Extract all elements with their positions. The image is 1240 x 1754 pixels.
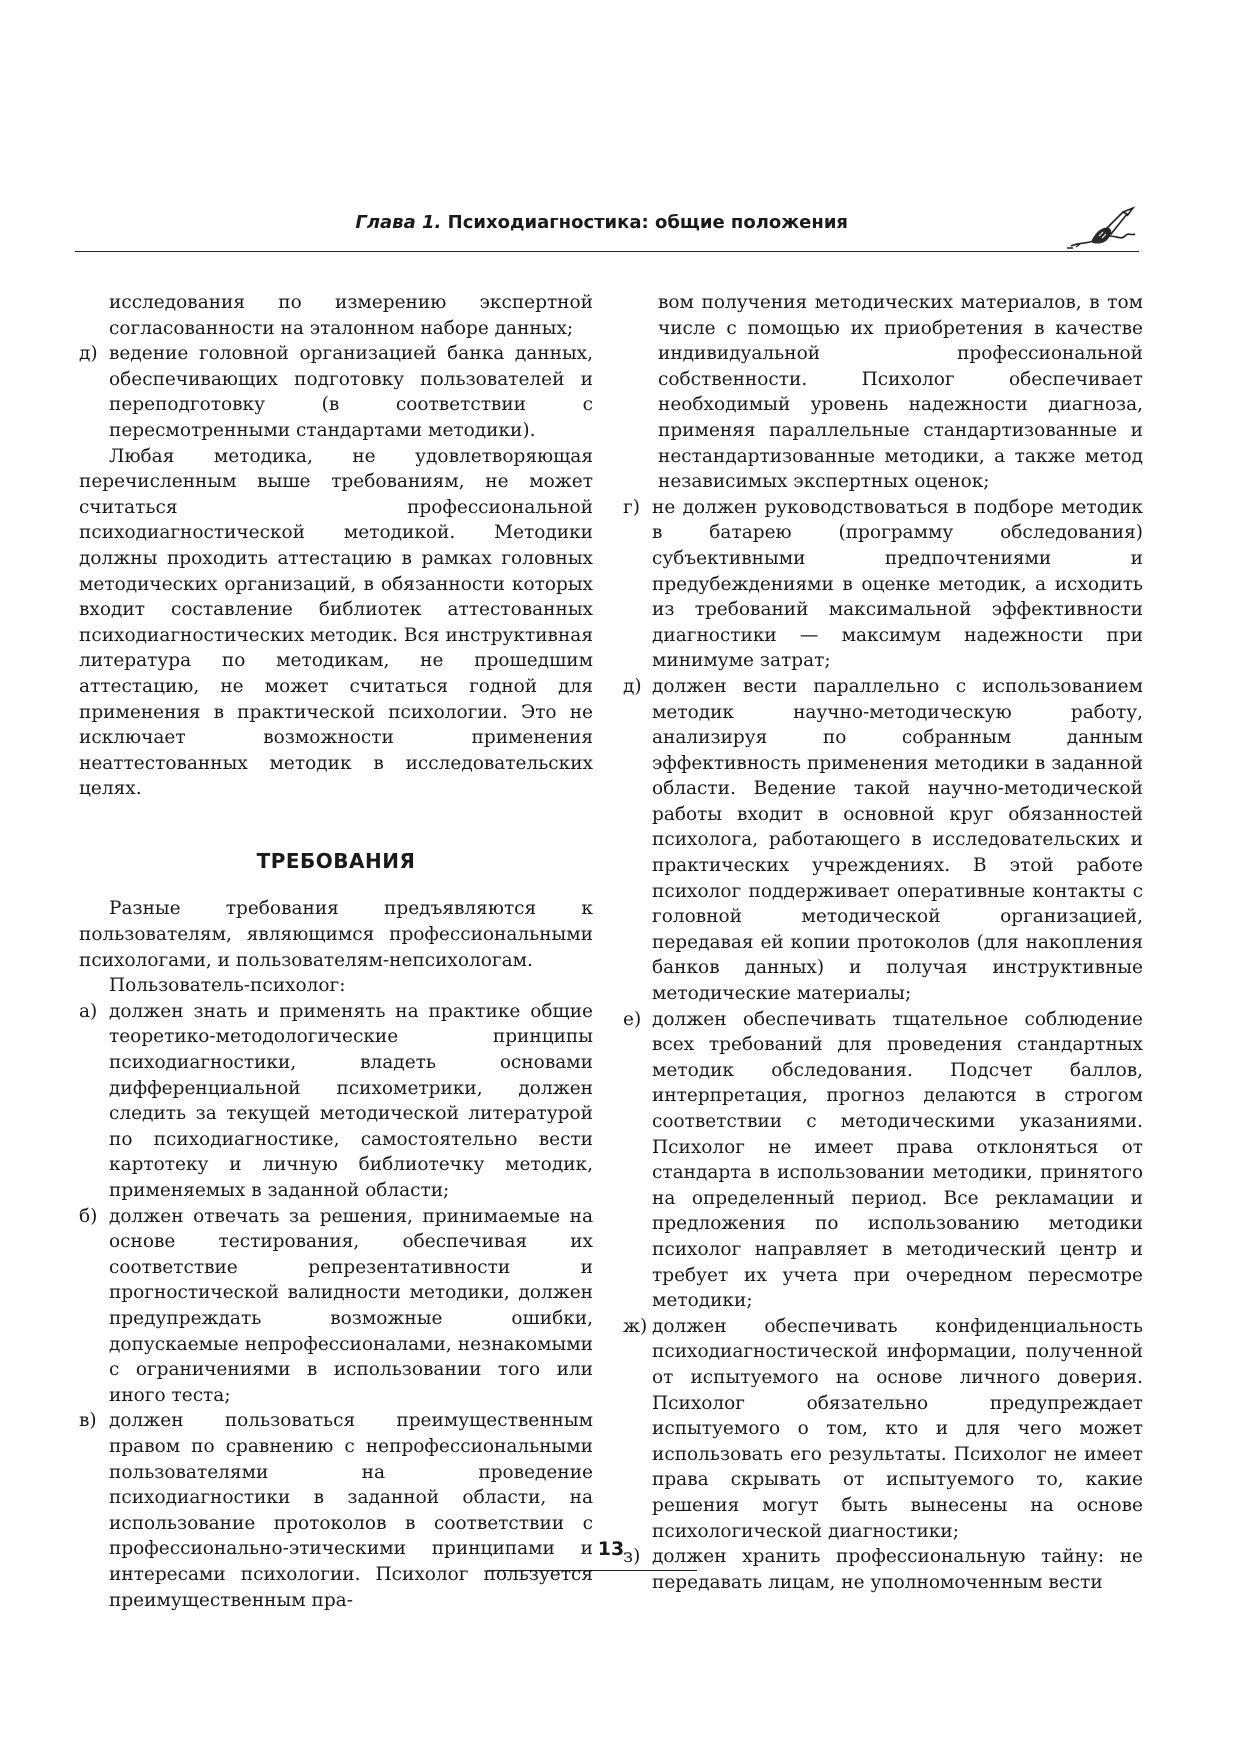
list-marker: е) [623, 1008, 642, 1030]
left-column [79, 290, 593, 1613]
chapter-label: Глава 1. [355, 212, 442, 233]
list-marker: з) [623, 1546, 641, 1568]
paragraph: Пользователь-психолог: [109, 975, 346, 997]
list-item-text: должен хранить профессиональную тайну: не передавать лицам, не уполномоченным вести [652, 1546, 1143, 1593]
list-marker: в) [79, 1410, 97, 1432]
list-item [623, 1314, 1143, 1544]
paragraph: Любая методика, не удовлетворяющая перечисленным выше требованиям, не может считаться профессиональной психодиагностической методикой. Методики должны проходить аттестацию в рамках головных методических организаций, в обязанности которых входит составление библиотек аттестованных психодиагностических методик. Вся инструктивная литература по методикам, не прошедшим аттестацию, не может считаться годной для применения в практической психологии. Это не исключает возможности применения неаттестованных методик в исследовательских целях. [79, 445, 593, 800]
list-item-text: должен отвечать за решения, принимаемые на основе тестирования, обеспечивая их соответствие репрезентативности и прогностической валидности методики, должен предупреждать возможные ошибки, допускаемые непрофессионалами, незнакомыми с ограничениями в использовании того или иного теста; [109, 1205, 593, 1406]
list-marker: а) [79, 1000, 98, 1022]
running-head-title [355, 212, 848, 233]
list-marker: г) [623, 496, 640, 518]
header-rule [75, 251, 1139, 252]
list-item [623, 674, 1143, 1007]
section-heading: ТРЕБОВАНИЯ [256, 848, 416, 873]
list-item-text: должен вести параллельно с использованием методик научно-методическую работу, анализируя по собранным данным эффективность применения методики в заданной области. Ведение такой научно-методической работы входит в основной круг обязанностей психолога, работающего в исследовательских и практических учреждениях. В этой работе психолог поддерживает оперативные контакты с головной методической организацией, передавая ей копии протоколов (для накопления банков данных) и получая инструктивные методические материалы; [652, 675, 1143, 1005]
list-item-text: не должен руководствоваться в подборе методик в батарею (программу обследования) субъективными предпочтениями и предубеждениями в оценке методик, а исходить из требований максимальной эффективности диагностики — максимум надежности при минимуме затрат; [652, 496, 1143, 672]
list-item [623, 495, 1143, 674]
list-item-text: должен знать и применять на практике общие теоретико-методологические принципы психодиагностики, владеть основами дифференциальной психометрики, должен следить за текущей методической литературой по психодиагностике, самостоятельно вести картотеку и личную библиотечку методик, применяемых в заданной области; [109, 1000, 593, 1201]
continuation-text: исследования по измерению экспертной согласованности на эталонном наборе данных; [109, 292, 593, 339]
paragraph: Разные требования предъявляются к пользователям, являющимся профессиональными психологами, и пользователям-непсихологам. [79, 898, 593, 971]
running-head [75, 206, 1139, 256]
footer-rule [487, 1570, 697, 1571]
list-item-text: должен обеспечивать тщательное соблюдение всех требований для проведения стандартных методик обследования. Подсчет баллов, интерпретация, прогноз делаются в строгом соответствии с методическими указаниями. Психолог не имеет права отклоняться от стандарта в использовании методики, принятого на определенный период. Все рекламации и предложения по использованию методики психолог направляет в методический центр и требует их учета при очередном пересмотре методики; [652, 1008, 1143, 1312]
right-column [623, 290, 1143, 1595]
list-marker: ж) [623, 1315, 648, 1337]
list-item-text: ведение головной организацией банка данных, обеспечивающих подготовку пользователей и переподготовку (в соответствии с пересмотренными стандартами методики). [109, 343, 593, 441]
chapter-title: Психодиагностика: общие положения [447, 212, 848, 233]
quill-writing-hand-icon [1065, 206, 1139, 252]
continuation-text: вом получения методических материалов, в том числе с помощью их приобретения в качестве индивидуальной профессиональной собственности. Психолог обеспечивает необходимый уровень надежности диагноза, применяя параллельные стандартизованные и нестандартизованные методики, а также метод независимых экспертных оценок; [658, 292, 1143, 493]
list-item-text: должен пользоваться преимущественным правом по сравнению с непрофессиональными пользователями на проведение психодиагностики в заданной области, на использование протоколов в соответствии с профессионально-этическими принципами и интересами психологии. Психолог пользуется преимущественным пра- [109, 1410, 593, 1611]
list-item-text: должен обеспечивать конфиденциальность психодиагностической информации, полученной от испытуемого на основе личного доверия. Психолог обязательно предупреждает испытуемого о том, кто и для чего может использовать его результаты. Психолог не имеет права скрывать от испытуемого то, какие решения могут быть вынесены на основе психологической диагностики; [652, 1315, 1143, 1542]
list-item [623, 1007, 1143, 1314]
list-item [79, 341, 593, 443]
list-marker: д) [623, 675, 642, 697]
page-number: 13 [597, 1538, 625, 1560]
page-footer [0, 1538, 1240, 1578]
list-item [79, 999, 593, 1204]
list-marker: д) [79, 343, 98, 365]
list-item [79, 1408, 593, 1613]
list-item [79, 1204, 593, 1409]
list-marker: б) [79, 1205, 98, 1227]
